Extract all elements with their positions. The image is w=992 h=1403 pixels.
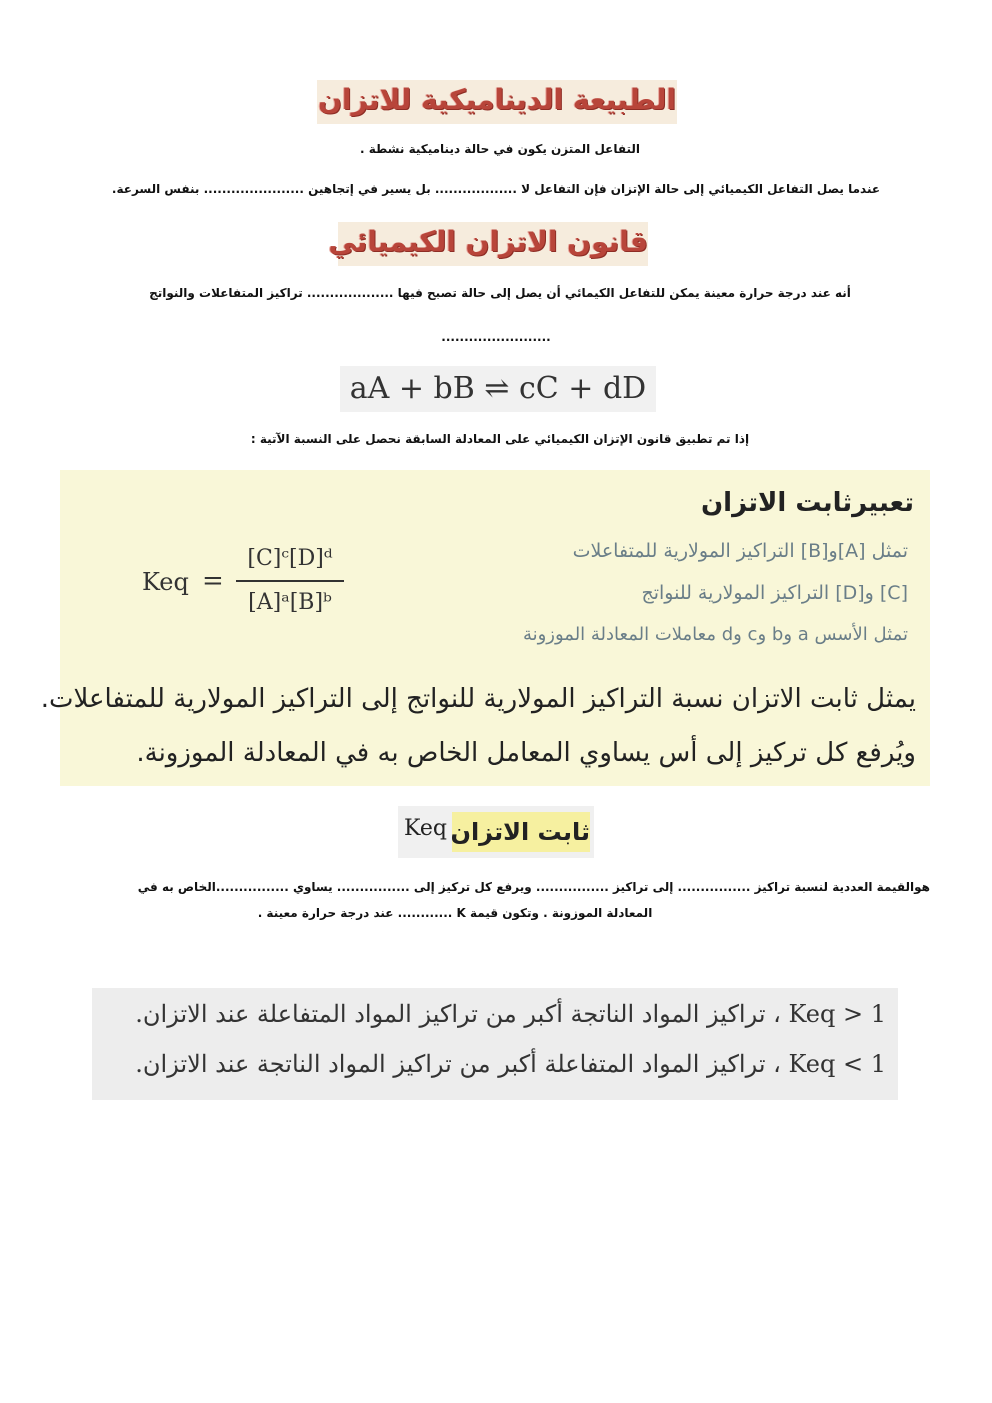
keq-symbol: Keq: [142, 568, 189, 596]
blank-dots: ........................: [441, 330, 551, 344]
coefficient-definition: تمثل الأسس a وb وc وd معاملات المعادلة الموزونة: [522, 624, 908, 645]
fraction-denominator: [A]ᵃ[B]ᵇ: [248, 589, 332, 615]
equilibrium-expression-box: [40, 470, 930, 786]
fraction-numerator: [C]ᶜ[D]ᵈ: [247, 546, 333, 571]
keq-exponent-definition: ويُرفع كل تركيز إلى أس يساوي المعامل الخاص به في المعادلة الموزونة.: [136, 738, 916, 768]
keq-ratio-definition: يمثل ثابت الاتزان نسبة التراكيز المولارية للنواتج إلى التراكيز المولارية للمتفاعلات.: [40, 684, 916, 714]
keq-definition-line-2: المعادلة الموزونة . وتكون قيمة K ............ عند درجة حرارة معينة .: [257, 906, 653, 920]
keq-heading-symbol: Keq: [404, 816, 447, 841]
keq-less-than-one: Keq < 1 ، تراكيز المواد المتفاعلة أكبر من تراكيز المواد الناتجة عند الاتزان.: [135, 1050, 886, 1078]
dynamic-statement: التفاعل المتزن يكون في حالة ديناميكية نشطة .: [359, 142, 641, 156]
equilibrium-statement: عندما يصل التفاعل الكيميائي إلى حالة الإتزان فإن التفاعل لا .................. بل يسير في إتجاهين ...................... بنفس السرعة.: [111, 182, 881, 196]
keq-comparison-box: [92, 988, 898, 1100]
keq-greater-than-one: Keq > 1 ، تراكيز المواد الناتجة أكبر من تراكيز المواد المتفاعلة عند الاتزان.: [135, 1000, 886, 1028]
keq-formula: [142, 542, 362, 632]
expression-box-title: تعبيرثابت الاتزان: [700, 488, 914, 518]
reaction-equation: aA + bB ⇌ cC + dD: [340, 366, 656, 412]
keq-heading: [398, 806, 594, 858]
equilibrium-law-title: قانون الاتزان الكيميائي: [338, 222, 648, 266]
fraction-bar: [236, 580, 344, 582]
equals-sign: =: [202, 566, 224, 596]
apply-law-statement: إذا تم تطبيق قانون الإتزان الكيميائي على المعادلة السابقة نحصل على النسبة الآتية :: [250, 432, 750, 446]
reactant-concentration-definition: تمثل [A]و[B] التراكيز المولارية للمتفاعلات: [572, 540, 908, 562]
law-statement: أنه عند درجة حرارة معينة يمكن للتفاعل الكيمائي أن يصل إلى حالة تصبح فيها ................... تراكيز المتفاعلات والنواتج: [149, 286, 851, 300]
keq-definition-line: هوالقيمة العددية لنسبة تراكيز ................ إلى تراكيز ................ ويرفع كل تركيز إلى ................ يساوي ................الخاص به في: [137, 880, 930, 894]
dynamic-nature-title: الطبيعة الديناميكية للاتزان: [317, 80, 677, 124]
product-concentration-definition: [C] و[D] التراكيز المولارية للنواتج: [641, 582, 908, 604]
keq-fraction: [236, 542, 344, 620]
keq-heading-label: ثابت الاتزان: [452, 812, 590, 852]
